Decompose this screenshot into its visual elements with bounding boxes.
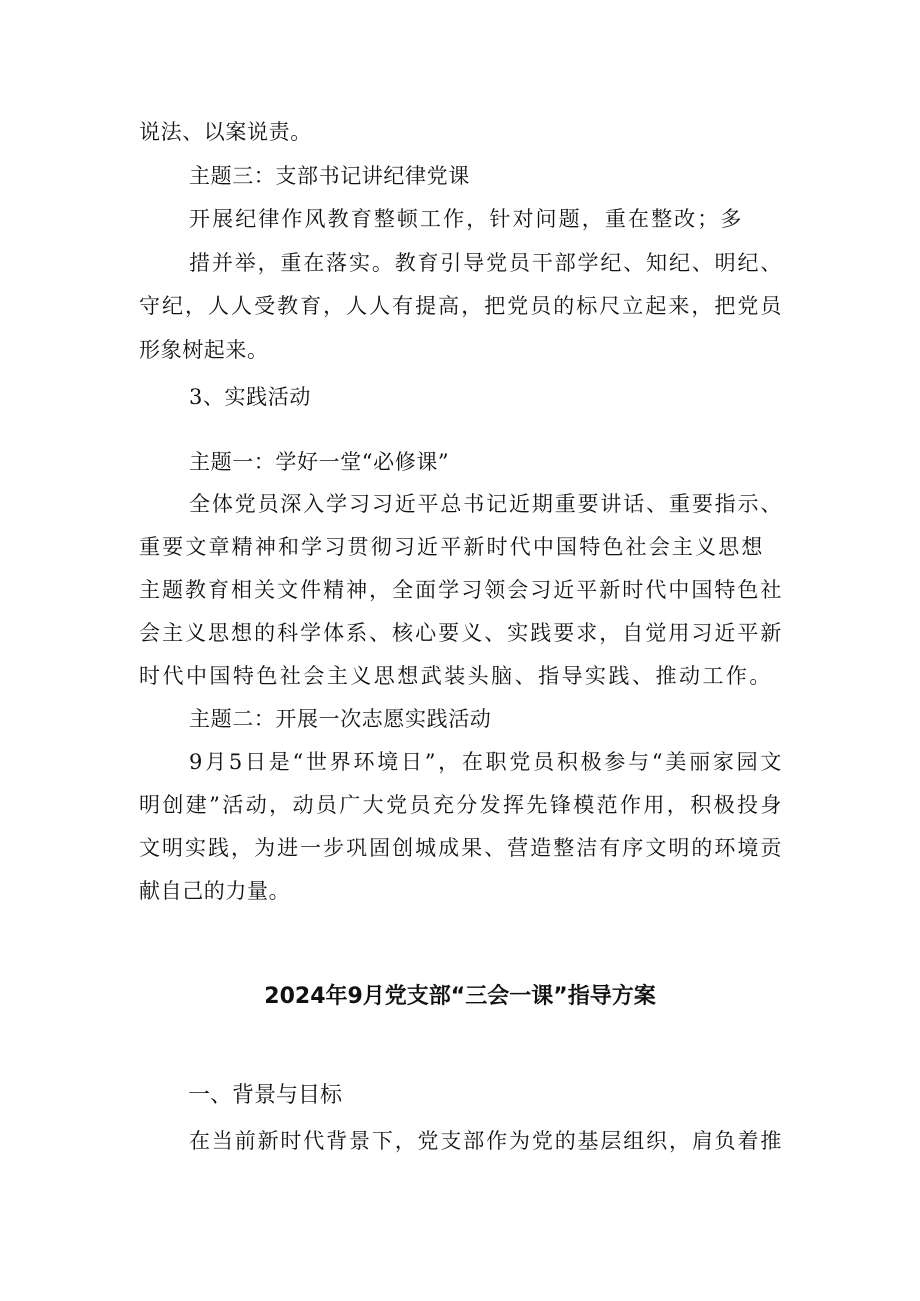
paragraph-line: 形象树起来。 (139, 338, 269, 362)
paragraph-line: 文明实践，为进一步巩固创城成果、营造整洁有序文明的环境贡 (139, 836, 782, 860)
paragraph-line: 重要文章精神和学习贯彻习近平新时代中国特色社会主义思想 (139, 535, 763, 559)
paragraph-line: 时代中国特色社会主义思想武装头脑、指导实践、推动工作。 (139, 664, 771, 688)
paragraph-line: 守纪，人人受教育，人人有提高，把党员的标尺立起来，把党员 (139, 294, 782, 318)
document-title: 2024年9月党支部“三会一课”指导方案 (264, 984, 656, 1009)
subheading-topic-one: 主题一：学好一堂“必修课” (189, 450, 450, 474)
paragraph-line: 措并举，重在落实。教育引导党员干部学纪、知纪、明纪、 (189, 251, 782, 275)
section-practice-activities: 3、实践活动 (189, 385, 311, 409)
paragraph-line: 全体党员深入学习习近平总书记近期重要讲话、重要指示、 (189, 492, 782, 516)
paragraph-line: 9月5日是“世界环境日”，在职党员积极参与“美丽家园文 (189, 750, 782, 774)
paragraph-line: 会主义思想的科学体系、核心要义、实践要求，自觉用习近平新 (139, 621, 782, 645)
section-heading-background: 一、背景与目标 (188, 1083, 343, 1108)
paragraph-line: 献自己的力量。 (139, 879, 291, 903)
paragraph-line: 开展纪律作风教育整顿工作，针对问题，重在整改；多 (189, 207, 742, 231)
paragraph-line: 明创建”活动，动员广大党员充分发挥先锋模范作用，积极投身 (139, 793, 782, 817)
paragraph-line: 在当前新时代背景下，党支部作为党的基层组织，肩负着推 (189, 1129, 782, 1153)
paragraph-line: 说法、以案说责。 (139, 120, 312, 144)
paragraph-line: 主题教育相关文件精神，全面学习领会习近平新时代中国特色社 (139, 578, 782, 602)
subheading-topic-three: 主题三：支部书记讲纪律党课 (189, 164, 470, 188)
subheading-topic-two: 主题二：开展一次志愿实践活动 (189, 707, 492, 731)
